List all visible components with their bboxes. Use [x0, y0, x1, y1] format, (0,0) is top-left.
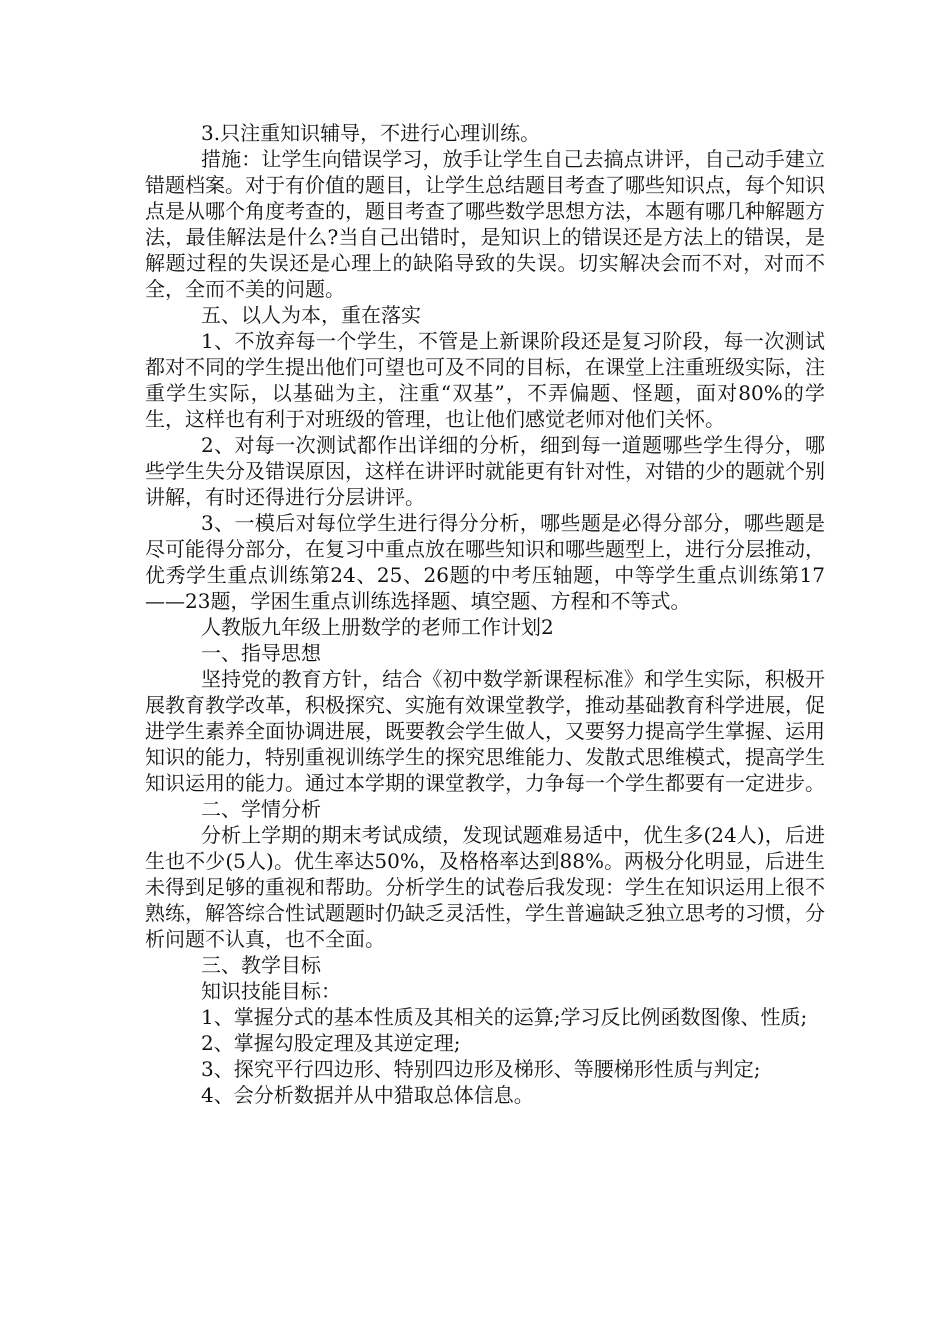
paragraph-point-3: 3.只注重知识辅导，不进行心理训练。 — [201, 121, 541, 145]
paragraph-measures: 措施：让学生向错误学习，放手让学生自己去搞点讲评，自己动手建立错题档案。对于有价值的题目，让学生总结题目考查了哪些知识点，每个知识点是从哪个角度考查的，题目考查了哪些数学思想方法，本题有哪几种解题方法，最佳解法是什么?当自己出错时，是知识上的错误还是方法上的错误，是解题过程的失误还是心理上的缺陷导致的失误。切实解决会而不对，对而不全，全而不美的问题。 — [145, 147, 825, 301]
paragraph-student-analysis: 分析上学期的期末考试成绩，发现试题难易适中，优生多(24人)，后进生也不少(5人)。优生率达50%，及格格率达到88%。两极分化明显，后进生未得到足够的重视和帮助。分析学生的试卷后我发现：学生在知识运用上很不熟练，解答综合性试题题时仍缺乏灵活性，学生普遍缺乏独立思考的习惯，分析问题不认真，也不全面。 — [145, 823, 825, 951]
goal-item-1: 1、掌握分式的基本性质及其相关的运算;学习反比例函数图像、性质; — [201, 1005, 808, 1029]
subheading-knowledge-skills: 知识技能目标： — [201, 979, 341, 1003]
paragraph-item-3: 3、一模后对每位学生进行得分分析，哪些题是必得分部分，哪些题是尽可能得分部分，在复习中重点放在哪些知识和哪些题型上，进行分层推动，优秀学生重点训练第24、25、26题的中考压轴题，中等学生重点训练第17——23题，学困生重点训练选择题、填空题、方程和不等式。 — [145, 511, 825, 613]
goal-item-2: 2、掌握勾股定理及其逆定理; — [201, 1031, 461, 1055]
section-heading-teaching-goals: 三、教学目标 — [201, 953, 321, 977]
section-heading-student-analysis: 二、学情分析 — [201, 797, 321, 821]
section-heading-guiding-ideology: 一、指导思想 — [201, 641, 321, 665]
goal-item-3: 3、探究平行四边形、特别四边形及梯形、等腰梯形性质与判定; — [201, 1057, 761, 1081]
document-body — [145, 120, 825, 1108]
paragraph-guiding-ideology: 坚持党的教育方针，结合《初中数学新课程标准》和学生实际，积极开展教育教学改革，积极探究、实施有效课堂教学，推动基础教育科学进展，促进学生素养全面协调进展，既要教会学生做人，又要努力提高学生掌握、运用知识的能力，特别重视训练学生的探究思维能力、发散式思维模式，提高学生知识运用的能力。通过本学期的课堂教学，力争每一个学生都要有一定进步。 — [145, 667, 825, 795]
paragraph-item-1: 1、不放弃每一个学生，不管是上新课阶段还是复习阶段，每一次测试都对不同的学生提出他们可望也可及不同的目标，在课堂上注重班级实际，注重学生实际，以基础为主，注重“双基”，不弄偏题、怪题，面对80%的学生，这样也有利于对班级的管理，也让他们感觉老师对他们关怀。 — [145, 329, 825, 431]
document-title-plan-2: 人教版九年级上册数学的老师工作计划2 — [201, 615, 554, 639]
goal-item-4: 4、会分析数据并从中猎取总体信息。 — [201, 1083, 534, 1107]
section-heading-five: 五、以人为本，重在落实 — [201, 303, 421, 327]
paragraph-item-2: 2、对每一次测试都作出详细的分析，细到每一道题哪些学生得分，哪些学生失分及错误原因，这样在讲评时就能更有针对性，对错的少的题就个别讲解，有时还得进行分层讲评。 — [145, 433, 825, 509]
